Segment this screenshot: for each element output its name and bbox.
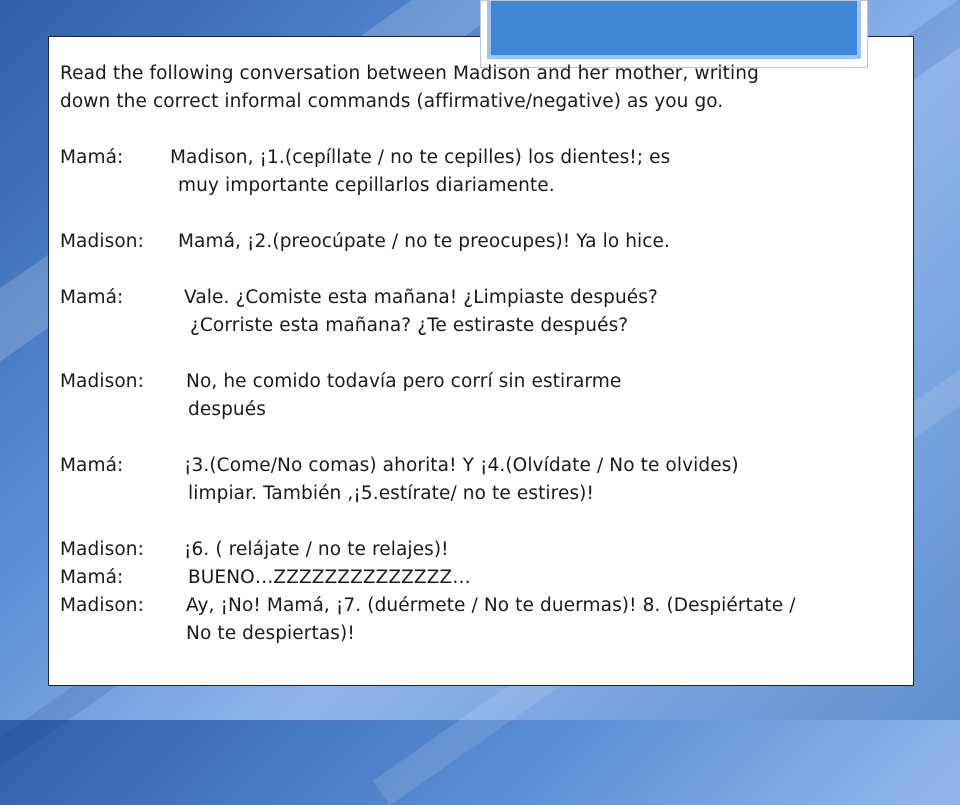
dialogue-text: ¡3.(Come/No comas) ahorita! Y ¡4.(Olvídate / No te olvides)	[184, 455, 739, 476]
dialogue-line: ¿Corriste esta mañana? ¿Te estiraste después?	[190, 315, 629, 336]
speaker-label: Madison:	[60, 371, 144, 392]
dialogue-text: ¡6. ( relájate / no te relajes)!	[184, 539, 449, 560]
title-placeholder-frame	[480, 0, 868, 68]
speaker-label: Mamá:	[60, 287, 124, 308]
speaker-label: Madison:	[60, 539, 144, 560]
intro-line-2: down the correct informal commands (affirmative/negative) as you go.	[60, 91, 724, 112]
dialogue-line	[60, 144, 940, 172]
dialogue-line	[60, 564, 940, 592]
dialogue-line	[60, 536, 940, 564]
dialogue-text: Madison, ¡1.(cepíllate / no te cepilles) los dientes!; es	[170, 147, 671, 168]
title-placeholder-fill	[487, 1, 861, 59]
dialogue-line	[60, 452, 940, 480]
speaker-label: Mamá:	[60, 567, 124, 588]
dialogue-text: Vale. ¿Comiste esta mañana! ¿Limpiaste después?	[184, 287, 658, 308]
speaker-label: Madison:	[60, 595, 144, 616]
speaker-label: Madison:	[60, 231, 144, 252]
dialogue-line: muy importante cepillarlos diariamente.	[178, 175, 555, 196]
dialogue-text: No, he comido todavía pero corrí sin estirarme	[186, 371, 622, 392]
speaker-label: Mamá:	[60, 147, 124, 168]
dialogue-line	[60, 592, 940, 620]
dialogue-line	[60, 284, 940, 312]
dialogue-line: No te despiertas)!	[186, 623, 355, 644]
dialogue-text: BUENO…ZZZZZZZZZZZZZZ…	[188, 567, 471, 588]
slide-text	[60, 60, 940, 648]
dialogue-line	[60, 228, 940, 256]
dialogue-line	[60, 368, 940, 396]
speaker-label: Mamá:	[60, 455, 124, 476]
intro-line-1: Read the following conversation between Madison and her mother, writing	[60, 63, 759, 84]
dialogue-line: limpiar. También ,¡5.estírate/ no te estires)!	[188, 483, 595, 504]
dialogue-text: Mamá, ¡2.(preocúpate / no te preocupes)! Ya lo hice.	[178, 231, 671, 252]
dialogue-text: Ay, ¡No! Mamá, ¡7. (duérmete / No te duermas)! 8. (Despiértate /	[186, 595, 796, 616]
dialogue-line: después	[188, 399, 266, 420]
